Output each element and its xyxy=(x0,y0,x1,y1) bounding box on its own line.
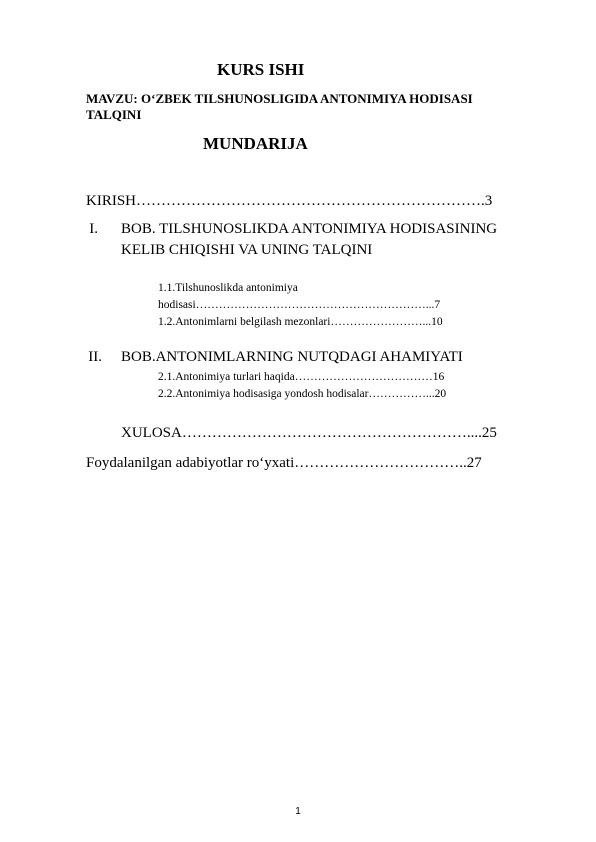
toc-chapter-1-number: I. xyxy=(89,221,98,237)
toc-chapter-1-title-line-1: BOB. TILSHUNOSLIKDA ANTONIMIYA HODISASINING xyxy=(121,221,498,237)
toc-entry-references: Foydalanilgan adabiyotlar ro‘yxati……………………………..27 xyxy=(86,455,482,471)
toc-section-1-1-line-2: hodisasi……………………………………………………...7 xyxy=(158,299,441,311)
document-title: KURS ISHI xyxy=(217,60,305,79)
contents-heading: MUNDARIJA xyxy=(203,134,308,153)
topic-line-1: MAVZU: O‘ZBEK TILSHUNOSLIGIDA ANTONIMIYA HODISASI xyxy=(86,91,473,106)
toc-section-2-1: 2.1.Antonimiya turlari haqida………………………………16 xyxy=(158,371,445,383)
toc-chapter-1-title-line-2: KELIB CHIQISHI VA UNING TALQINI xyxy=(121,242,373,258)
toc-chapter-2-number: II. xyxy=(88,349,102,365)
toc-section-1-1-line-1: 1.1.Tilshunoslikda antonimiya xyxy=(158,282,298,294)
topic-heading xyxy=(86,91,473,123)
toc-entry-intro: KIRISH…………………………………………………………….3 xyxy=(86,193,493,209)
toc-section-1-2: 1.2.Antonimlarni belgilash mezonlari……………………...10 xyxy=(158,316,443,328)
toc-section-2-2: 2.2.Antonimiya hodisasiga yondosh hodisalar……………...20 xyxy=(158,388,447,400)
page-number: 1 xyxy=(295,806,301,817)
topic-line-2: TALQINI xyxy=(86,107,142,122)
toc-chapter-2-title: BOB.ANTONIMLARNING NUTQDAGI AHAMIYATI xyxy=(121,349,463,365)
toc-entry-conclusion: XULOSA…………………………………………………....25 xyxy=(121,425,497,441)
